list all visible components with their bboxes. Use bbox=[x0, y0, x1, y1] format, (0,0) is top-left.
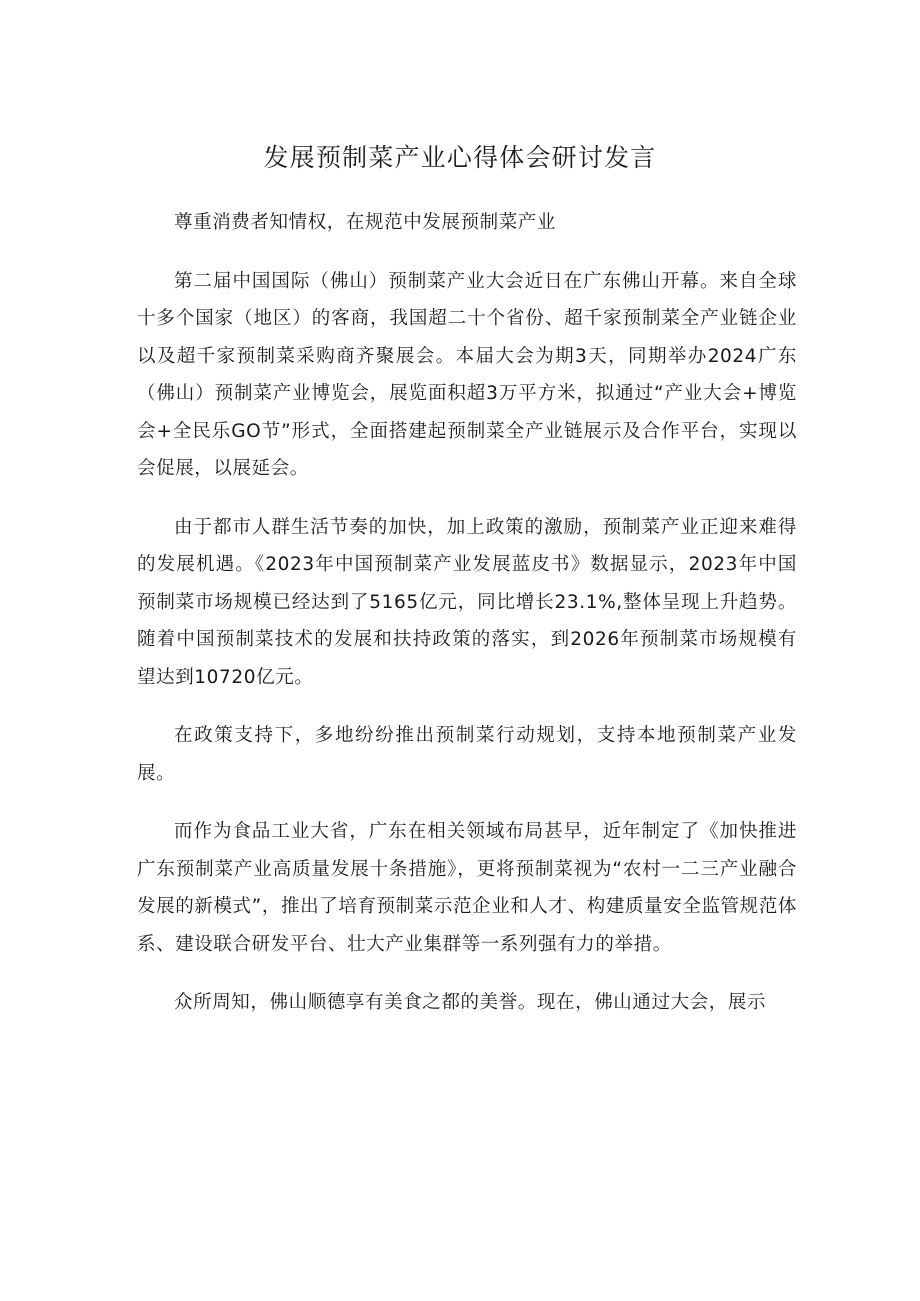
paragraph-market-size: 由于都市人群生活节奏的加快，加上政策的激励，预制菜产业正迎来难得的发展机遇。《2023年中国预制菜产业发展蓝皮书》数据显示，2023年中国预制菜市场规模已经达到了5165亿元，同比增长23.1%,整体呈现上升趋势。随着中国预制菜技术的发展和扶持政策的落实，到2026年预制菜市场规模有望达到10720亿元。 bbox=[137, 516, 797, 688]
paragraph-policy-support: 在政策支持下，多地纷纷推出预制菜行动规划，支持本地预制菜产业发展。 bbox=[137, 725, 797, 784]
paragraph-conference: 第二届中国国际（佛山）预制菜产业大会近日在广东佛山开幕。来自全球十多个国家（地区）的客商，我国超二十个省份、超千家预制菜全产业链企业以及超千家预制菜采购商齐聚展会。本届大会为期3天，同期举办2024广东（佛山）预制菜产业博览会，展览面积超3万平方米，拟通过“产业大会+博览会+全民乐GO节”形式，全面搭建起预制菜全产业链展示及合作平台，实现以会促展，以展延会。 bbox=[137, 270, 797, 479]
paragraph-foshan-shunde: 众所周知，佛山顺德享有美食之都的美誉。现在，佛山通过大会，展示 bbox=[174, 992, 767, 1013]
document-body bbox=[137, 204, 797, 1022]
paragraph-guangdong-measures: 而作为食品工业大省，广东在相关领域布局甚早，近年制定了《加快推进广东预制菜产业高质量发展十条措施》，更将预制菜视为“农村一二三产业融合发展的新模式”，推出了培育预制菜示范企业和人才、构建质量安全监管规范体系、建设联合研发平台、壮大产业集群等一系列强有力的举措。 bbox=[137, 821, 797, 955]
document-title: 发展预制菜产业心得体会研讨发言 bbox=[263, 143, 657, 172]
subheading: 尊重消费者知情权，在规范中发展预制菜产业 bbox=[174, 212, 557, 233]
